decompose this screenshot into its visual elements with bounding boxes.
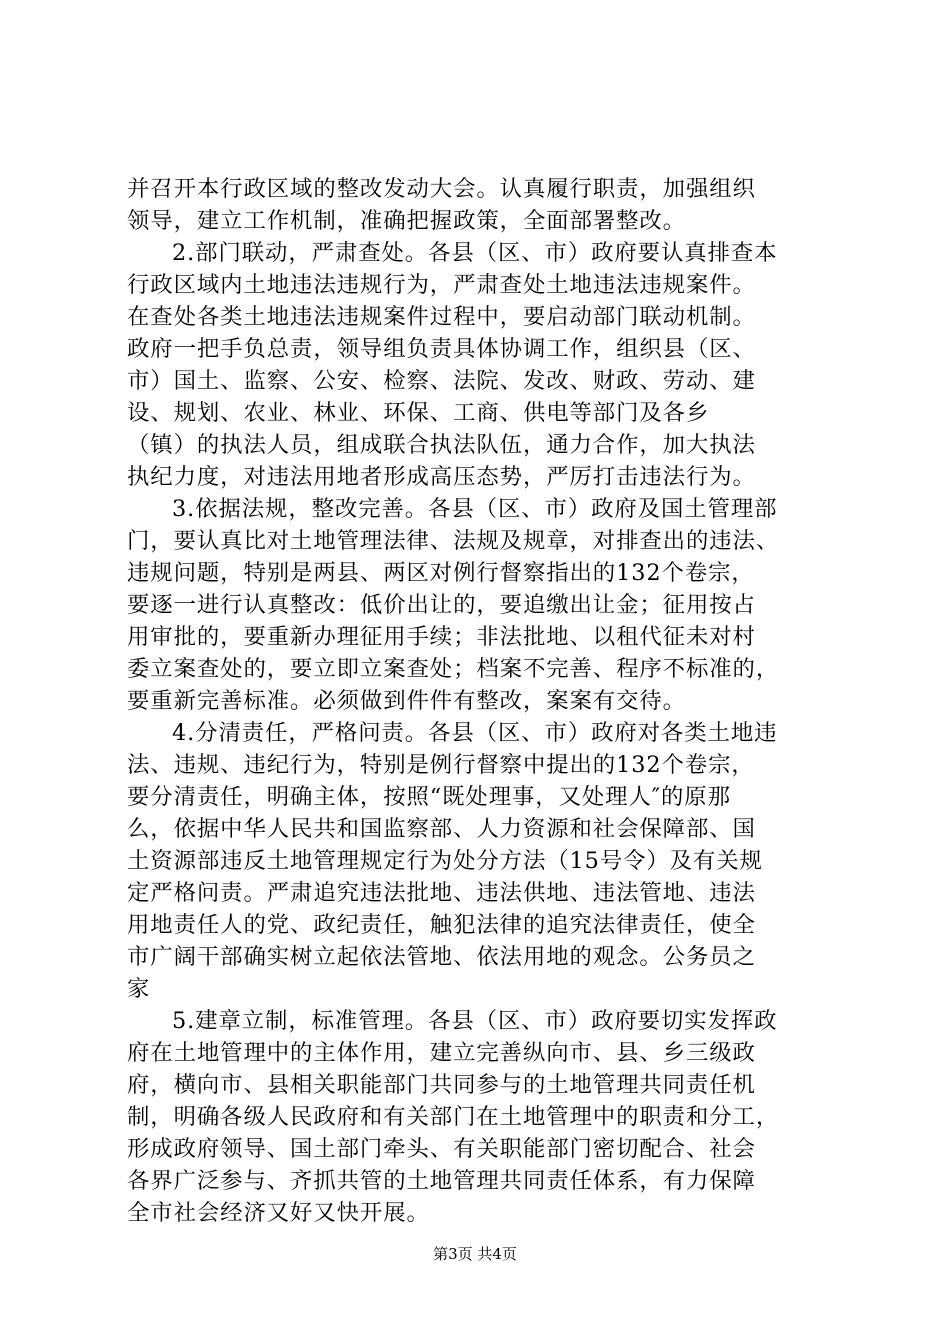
text-line: 要逐一进行认真整改：低价出让的，要追缴出让金；征用按占 (127, 592, 756, 618)
text-line: 全市社会经济又好又快开展。 (127, 1200, 430, 1226)
document-body (127, 173, 832, 1229)
text-line: 设、规划、农业、林业、环保、工商、供电等部门及各乡 (127, 400, 710, 426)
text-line: 政府一把手负总责，领导组负责具体协调工作，组织县（区、 (127, 336, 756, 362)
text-line: 么，依据中华人民共和国监察部、人力资源和社会保障部、国 (127, 816, 756, 842)
text-line: 在查处各类土地违法违规案件过程中，要启动部门联动机制。 (127, 304, 756, 330)
text-line: 府，横向市、县相关职能部门共同参与的土地管理共同责任机 (127, 1072, 756, 1098)
text-line: 违规问题，特别是两县、两区对例行督察指出的132个卷宗， (127, 560, 755, 586)
text-line: 委立案查处的，要立即立案查处；档案不完善、程序不标准的， (127, 656, 780, 682)
text-line: 各界广泛参与、齐抓共管的土地管理共同责任体系，有力保障 (127, 1168, 756, 1194)
paragraph-4-first-line: 4.分清责任，严格问责。各县（区、市）政府对各类土地违 (172, 720, 778, 746)
text-line: 形成政府领导、国土部门牵头、有关职能部门密切配合、社会 (127, 1136, 756, 1162)
text-line: 制，明确各级人民政府和有关部门在土地管理中的职责和分工， (127, 1104, 780, 1130)
paragraph-5-first-line: 5.建章立制，标准管理。各县（区、市）政府要切实发挥政 (172, 1008, 778, 1034)
page-number-footer: 第3页 共4页 (433, 1245, 517, 1263)
text-line: 市广阔干部确实树立起依法管地、依法用地的观念。公务员之 (127, 944, 756, 970)
text-line: 行政区域内土地违法违规行为，严肃查处土地违法违规案件。 (127, 272, 756, 298)
paragraph-3-first-line: 3.依据法规，整改完善。各县（区、市）政府及国土管理部 (172, 496, 778, 522)
text-line: 用审批的，要重新办理征用手续；非法批地、以租代征未对村 (127, 624, 756, 650)
text-line: 要重新完善标准。必须做到件件有整改，案案有交待。 (127, 688, 686, 714)
text-line: 并召开本行政区域的整改发动大会。认真履行职责，加强组织 (127, 176, 756, 202)
text-line: 法、违规、违纪行为，特别是例行督察中提出的132个卷宗， (127, 752, 755, 778)
paragraph-2-first-line: 2.部门联动，严肃查处。各县（区、市）政府要认真排查本 (172, 240, 778, 266)
text-line: 领导，建立工作机制，准确把握政策，全面部署整改。 (127, 208, 686, 234)
text-line: 用地责任人的党、政纪责任，触犯法律的追究法律责任，使全 (127, 912, 756, 938)
text-line: 门，要认真比对土地管理法律、法规及规章，对排查出的违法、 (127, 528, 780, 554)
text-line: 家 (127, 976, 151, 1002)
text-line: 土资源部违反土地管理规定行为处分方法（15号令）及有关规 (127, 848, 763, 874)
text-line: （镇）的执法人员，组成联合执法队伍，通力合作，加大执法 (127, 432, 756, 458)
text-line: 执纪力度，对违法用地者形成高压态势，严厉打击违法行为。 (127, 464, 756, 490)
text-line: 市）国土、监察、公安、检察、法院、发改、财政、劳动、建 (127, 368, 756, 394)
text-line: 府在土地管理中的主体作用，建立完善纵向市、县、乡三级政 (127, 1040, 756, 1066)
text-line: 要分清责任，明确主体，按照“既处理事，又处理人″的原那 (127, 784, 731, 810)
text-line: 定严格问责。严肃追究违法批地、违法供地、违法管地、违法 (127, 880, 756, 906)
